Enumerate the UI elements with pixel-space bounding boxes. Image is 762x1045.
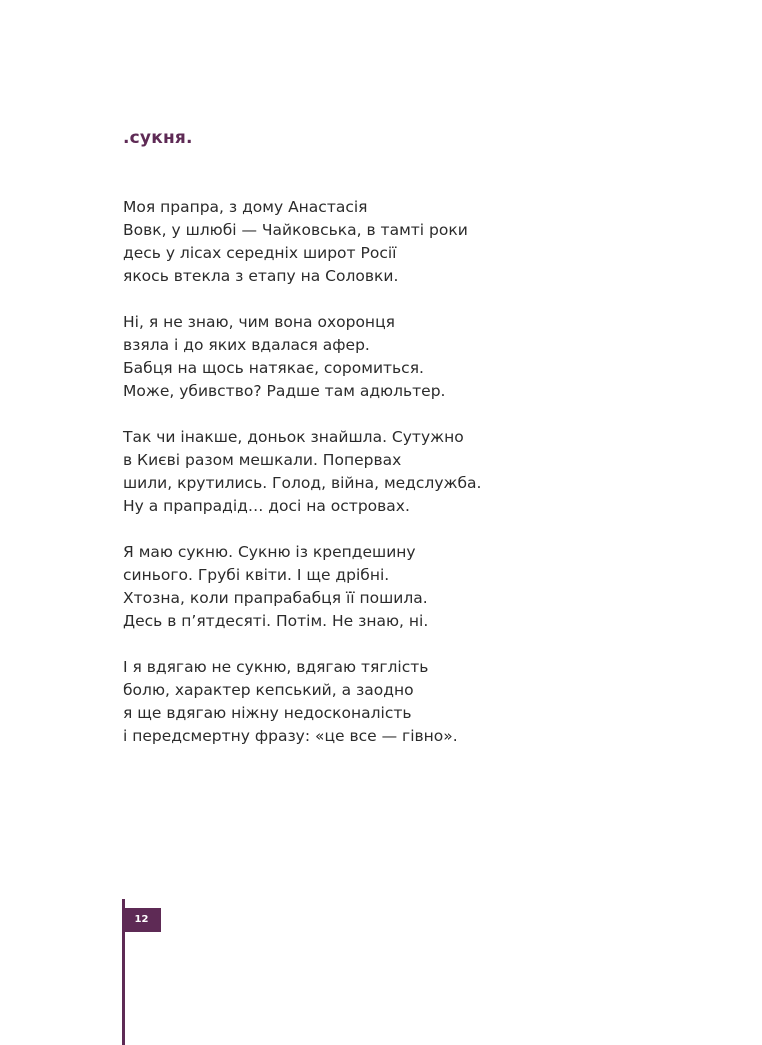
poem-line: я ще вдягаю ніжну недосконалість xyxy=(123,704,412,722)
poem-line: Моя прапра, з дому Анастасія xyxy=(123,198,368,216)
poem-line: Ні, я не знаю, чим вона охоронця xyxy=(123,313,395,331)
stanza xyxy=(123,426,723,518)
poem-line: десь у лісах середніх широт Росії xyxy=(123,244,397,262)
stanza xyxy=(123,311,723,403)
poem-line: Я маю сукню. Сукню із крепдешину xyxy=(123,543,416,561)
poem-line: взяла і до яких вдалася афер. xyxy=(123,336,370,354)
stanza xyxy=(123,196,723,288)
poem-line: Може, убивство? Радше там адюльтер. xyxy=(123,382,446,400)
poem-line: Так чи інакше, доньок знайшла. Сутужно xyxy=(123,428,464,446)
poem-line: Вовк, у шлюбі — Чайковська, в тамті роки xyxy=(123,221,468,239)
poem-line: і передсмертну фразу: «це все — гівно». xyxy=(123,727,458,745)
poem-line: шили, крутились. Голод, війна, медслужба. xyxy=(123,474,482,492)
page-number-badge: 12 xyxy=(122,908,161,932)
poem-line: в Києві разом мешкали. Попервах xyxy=(123,451,402,469)
poem-body xyxy=(123,196,723,771)
poem-line: Хтозна, коли прапрабабця її пошила. xyxy=(123,589,428,607)
stanza xyxy=(123,541,723,633)
poem-line: Бабця на щось натякає, соромиться. xyxy=(123,359,424,377)
stanza xyxy=(123,656,723,748)
poem-line: І я вдягаю не сукню, вдягаю тяглість xyxy=(123,658,429,676)
poem-line: синього. Грубі квіти. І ще дрібні. xyxy=(123,566,390,584)
poem-line: якось втекла з етапу на Соловки. xyxy=(123,267,399,285)
poem-line: Десь в п’ятдесяті. Потім. Не знаю, ні. xyxy=(123,612,429,630)
poem-line: Ну а прапрадід… досі на островах. xyxy=(123,497,410,515)
poem-title: .сукня. xyxy=(123,128,193,148)
poem-line: болю, характер кепський, а заодно xyxy=(123,681,414,699)
